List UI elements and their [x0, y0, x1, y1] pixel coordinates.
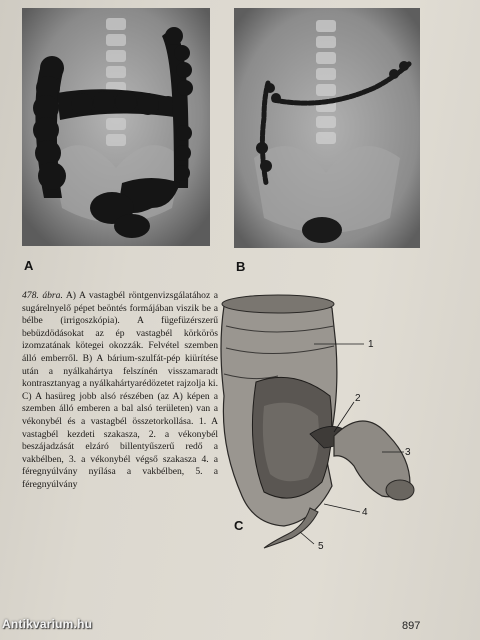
page-number: 897	[402, 620, 421, 632]
xray-image-a	[22, 8, 210, 246]
illustration-label-4: 4	[362, 507, 368, 518]
illustration-label-2: 2	[355, 393, 361, 404]
caption-text: A) A vastagbél röntgenvizsgálatához a sugárelnyelő pépet beöntés formájában viszik be a bélbe (irrigoszkópia). A fügefüzérszerű bebüzdödásokat az ép vastagbél körkörös izomzatának kötegei okozzák. Felvétel szemben álló emberről. B) A bárium-szulfát-pép kiürítése után a nyálkahártya felszínén visszamaradt kontrasztanyag a nyálkahártyarédözetet rajzolja ki. C) A hasüreg jobb alsó részében (az A) képen a szemben álló emberen a bal alsó területen) van a vékonybél és a vastagbél összetorkollása. 1. A vastagbél kezdeti szakasza, 2. a vékonybél beszájadzását elzáró billentyűszerű redő a vakbélben, 3. a vékonybél végső szakasza 4. a féregnyúlvány nyílása a vakbélben, 5. a féregnyúlvány	[22, 290, 219, 490]
illustration-label-3: 3	[405, 447, 411, 458]
illustration-label-5: 5	[318, 541, 324, 552]
xray-a-drawing	[22, 8, 210, 246]
figure-caption	[22, 290, 218, 492]
panel-label-b: B	[236, 259, 246, 274]
illustration-label-1: 1	[368, 339, 374, 350]
ileocecal-illustration	[214, 286, 424, 556]
illustration-drawing	[214, 286, 424, 556]
panel-label-c: C	[234, 518, 244, 533]
watermark: Antikvarium.hu	[2, 617, 93, 631]
figure-reference: 478. ábra.	[22, 290, 63, 301]
xray-image-b	[234, 8, 420, 248]
panel-label-a: A	[24, 258, 34, 273]
xray-b-drawing	[234, 8, 420, 248]
